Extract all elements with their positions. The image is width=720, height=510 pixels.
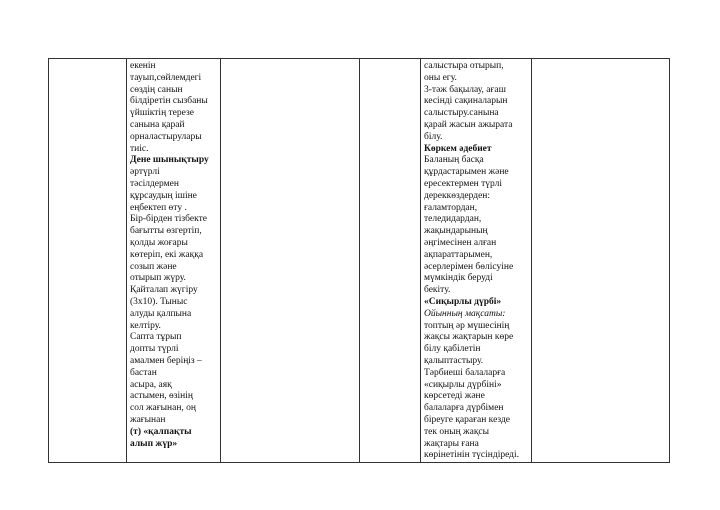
text-line: (3x10). Тыныс	[130, 296, 188, 307]
cell-5-text	[424, 61, 529, 462]
cell-2-text	[130, 61, 218, 450]
text-line: Бір-бірден тізбекте	[130, 214, 207, 225]
text-line: еңбектеп өту .	[130, 202, 187, 213]
text-line: сөздің санын	[130, 84, 183, 95]
text-line: екенін	[130, 61, 156, 71]
text-line: амалмен беріңіз –	[130, 355, 202, 366]
text-line: тауып,сөйлемдегі	[130, 72, 202, 83]
text-line: бағытты өзгертіп,	[130, 226, 202, 237]
table-cell-4	[360, 59, 421, 463]
text-line: санына қарай	[130, 119, 185, 130]
text-line: орналастырулары	[130, 131, 202, 142]
text-line: «Сиқырлы дүрбі»	[424, 296, 502, 307]
table-cell-3	[221, 59, 360, 463]
text-line: теледидардан,	[424, 214, 482, 225]
text-line: 3-тәж бақылау, ағаш	[424, 84, 506, 95]
text-line: асыра, аяқ	[130, 379, 172, 390]
text-line: алуды қалпына	[130, 308, 192, 319]
text-line: Көркем әдебиет	[424, 143, 492, 154]
text-line: Дене шынықтыру	[130, 155, 209, 166]
text-line: топтың әр мүшесінің	[424, 320, 510, 331]
plan-table	[48, 58, 670, 463]
table-cell-2	[127, 59, 221, 463]
text-line: тек оның жақсы	[424, 426, 490, 437]
text-line: әңгімесінен алған	[424, 237, 497, 248]
text-line: жақындарының	[424, 226, 488, 237]
table-cell-1	[49, 59, 127, 463]
text-line: қарай жасын ажырата	[424, 119, 513, 130]
text-line: біреуге қараған кезде	[424, 414, 511, 425]
text-line: құрсаудың ішіне	[130, 190, 197, 201]
text-line: әртүрлі	[130, 167, 160, 178]
text-line: Қайталап жүгіру	[130, 285, 198, 296]
text-line: астымен, өзінің	[130, 391, 193, 402]
text-line: қалыптастыру.	[424, 355, 484, 366]
text-line: әсерлерімен бөлісуіне	[424, 261, 514, 272]
text-line: алып жүр»	[130, 438, 178, 449]
text-line: тәсілдермен	[130, 178, 179, 189]
text-line: құрдастарымен және	[424, 167, 509, 178]
text-line: (т) «қалпақты	[130, 426, 192, 437]
text-line: оны егу.	[424, 72, 457, 83]
text-line: бекіту.	[424, 285, 451, 296]
text-line: сол жағынан, оң	[130, 403, 196, 414]
text-line: көрсетеді және	[424, 391, 485, 402]
text-line: білдіретін сызбаны	[130, 96, 208, 107]
text-line: допты түрлі	[130, 344, 179, 355]
text-line: жағынан	[130, 414, 166, 425]
text-line: мүмкіндік беруді	[424, 273, 493, 284]
text-line: көрінетінін түсіндіреді.	[424, 450, 520, 461]
text-line: Сапта тұрып	[130, 332, 182, 343]
text-line: бастан	[130, 367, 157, 378]
text-line: созып және	[130, 261, 177, 272]
text-line: білу.	[424, 131, 443, 142]
text-line: «сиқырлы дүрбіні»	[424, 379, 502, 390]
text-line: ақпараттарымен,	[424, 249, 493, 260]
text-line: Баланың басқа	[424, 155, 484, 166]
text-line: салыстыра отырып,	[424, 61, 504, 71]
text-line: кесіндi сақиналарын	[424, 96, 508, 107]
text-line: дереккөздерден:	[424, 190, 491, 201]
text-line: отырып жүру.	[130, 273, 186, 284]
text-line: үйшіктің терезе	[130, 108, 194, 119]
text-line: жақтары ғана	[424, 438, 479, 449]
text-line: білу қабілетін	[424, 344, 481, 355]
table-cell-5	[421, 59, 532, 463]
text-line: жақсы жақтарын көре	[424, 332, 514, 343]
text-line: қолды жоғары	[130, 237, 188, 248]
table-row	[49, 59, 670, 463]
text-line: ересектермен түрлі	[424, 178, 503, 189]
text-line: ғаламтордан,	[424, 202, 478, 213]
text-line: тиіс.	[130, 143, 149, 154]
text-line: Ойынның мақсаты:	[424, 308, 506, 319]
text-line: салыстыру.санына	[424, 108, 499, 119]
text-line: Тәрбиеші балаларға	[424, 367, 506, 378]
text-line: балаларға дүрбімен	[424, 403, 504, 414]
text-line: көтеріп, екі жаққа	[130, 249, 204, 260]
text-line: келтіру.	[130, 320, 161, 331]
table-cell-6	[532, 59, 670, 463]
